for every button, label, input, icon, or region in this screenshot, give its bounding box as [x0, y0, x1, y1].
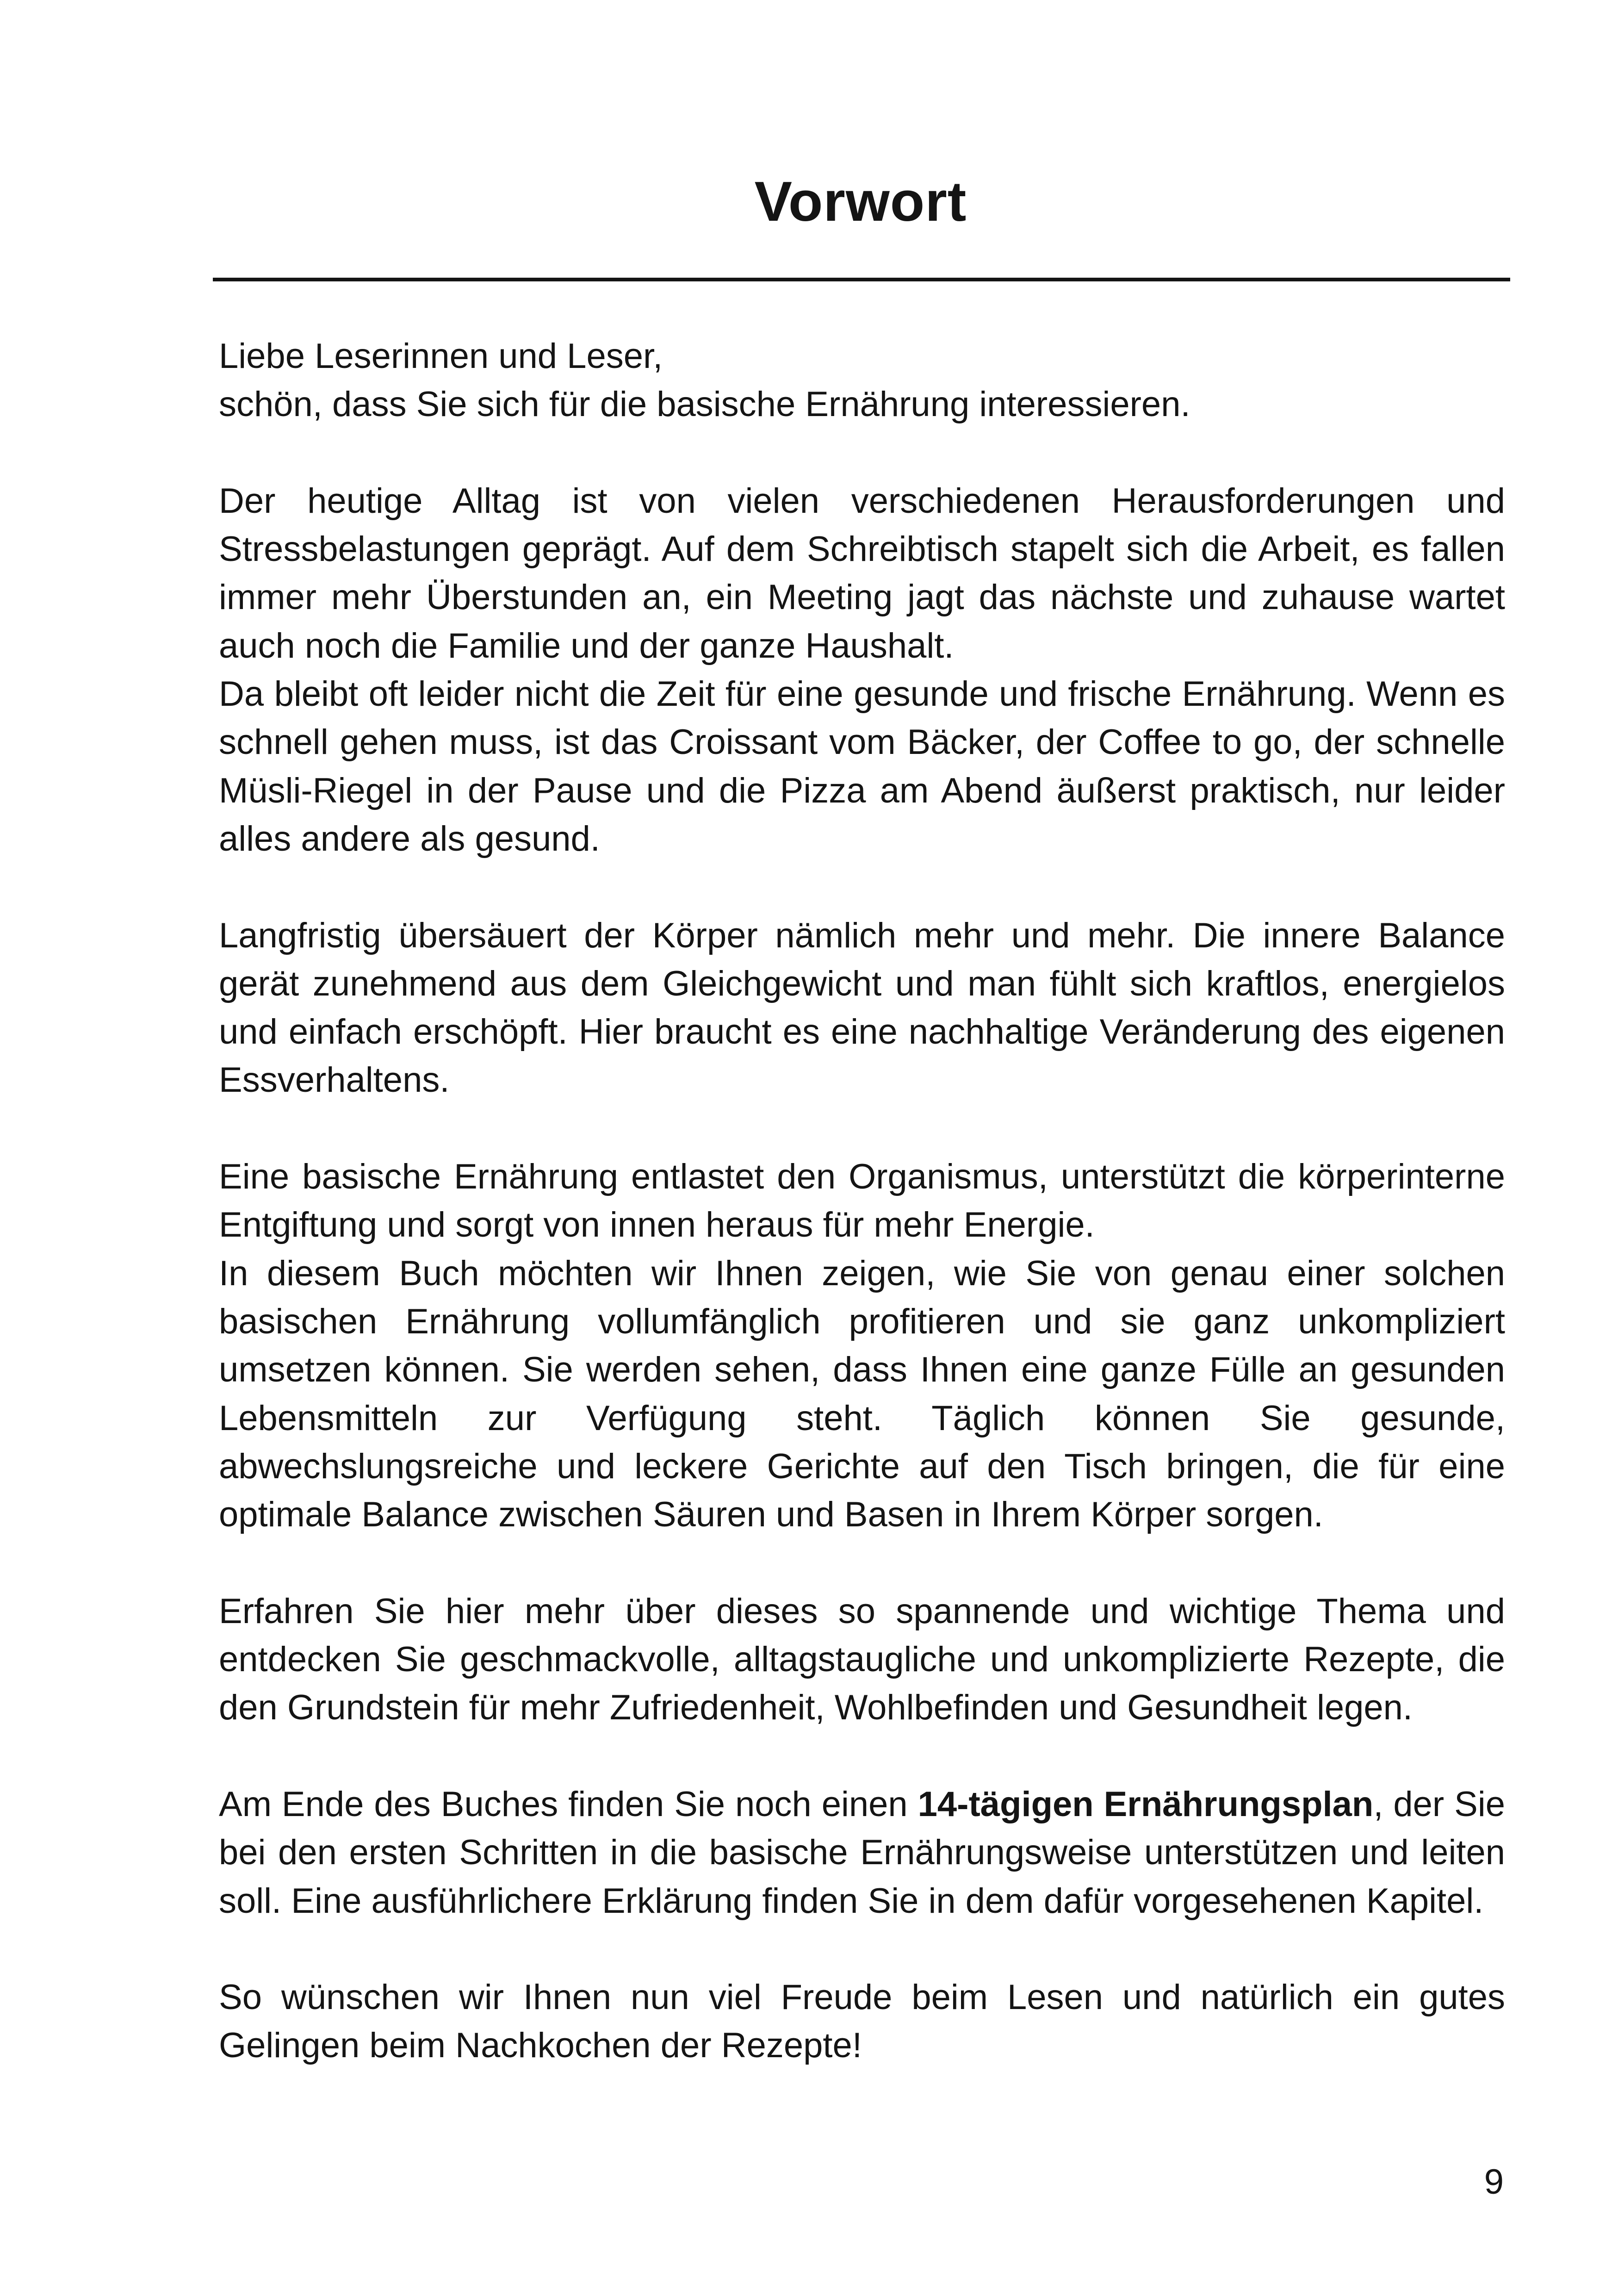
- paragraph-acidification: Langfristig übersäuert der Körper nämlich mehr und mehr. Die innere Balance gerät zunehmend aus dem Gleichgewicht und man fühlt sich kraftlos, energielos und einfach erschöpft. Hier braucht es eine nachhaltige Veränderung des eigenen Essverhaltens.: [219, 915, 1505, 1100]
- greeting-welcome: schön, dass Sie sich für die basische Ernährung interessieren.: [219, 385, 1190, 424]
- paragraph-closing-wishes: So wünschen wir Ihnen nun viel Freude beim Lesen und natürlich ein gutes Gelingen beim Nachkochen der Rezepte!: [219, 1978, 1505, 2066]
- body-text: [219, 332, 1505, 2118]
- paragraph-unhealthy-food: Da bleibt oft leider nicht die Zeit für eine gesunde und frische Ernährung. Wenn es schnell gehen muss, ist das Croissant vom Bäcker, der Coffee to go, der schnelle Müsli-Riegel in der Pause und die Pizza am Abend äußerst praktisch, nur leider alles andere als gesund.: [219, 674, 1505, 859]
- nutrition-plan-text-before: Am Ende des Buches finden Sie noch einen: [219, 1784, 918, 1824]
- page-title: Vorwort: [754, 170, 967, 233]
- paragraph-alkaline-benefits: Eine basische Ernährung entlastet den Organismus, unterstützt die körperinterne Entgiftung und sorgt von innen heraus für mehr Energie.: [219, 1157, 1505, 1245]
- nutrition-plan-highlight: 14-tägigen Ernährungsplan: [917, 1784, 1374, 1824]
- greeting-salutation: Liebe Leserinnen und Leser,: [219, 336, 663, 376]
- paragraph-discover-recipes: Erfahren Sie hier mehr über dieses so spannende und wichtige Thema und entdecken Sie geschmackvolle, alltagstaugliche und unkomplizierte Rezepte, die den Grundstein für mehr Zufriedenheit, Wohlbefinden und Gesundheit legen.: [219, 1591, 1505, 1728]
- paragraph-everyday-stress: Der heutige Alltag ist von vielen verschiedenen Herausforderungen und Stressbelastungen geprägt. Auf dem Schreibtisch stapelt sich die Arbeit, es fallen immer mehr Überstunden an, ein Meeting jagt das nächste und zuhause wartet auch noch die Familie und der ganze Haushalt.: [219, 481, 1505, 666]
- greeting-paragraph: [219, 332, 1505, 429]
- paragraph-book-purpose: In diesem Buch möchten wir Ihnen zeigen, wie Sie von genau einer solchen basischen Ernährung vollumfänglich profitieren und sie ganz unkompliziert umsetzen können. Sie werden sehen, dass Ihnen eine ganze Fülle an gesunden Lebensmitteln zur Verfügung steht. Täglich können Sie gesunde, abwechslungsreiche und leckere Gerichte auf den Tisch bringen, die für eine optimale Balance zwischen Säuren und Basen in Ihrem Körper sorgen.: [219, 1253, 1505, 1535]
- title-divider: [213, 278, 1510, 281]
- nutrition-plan-text-after: , der Sie bei den ersten Schritten in die basische Ernährungsweise unterstützen und leiten soll. Eine ausführlichere Erklärung finden Sie in dem dafür vorgesehenen Kapitel.: [219, 1784, 1505, 1921]
- paragraph-nutrition-plan: [219, 1780, 1505, 1925]
- page-number: 9: [1484, 2162, 1504, 2202]
